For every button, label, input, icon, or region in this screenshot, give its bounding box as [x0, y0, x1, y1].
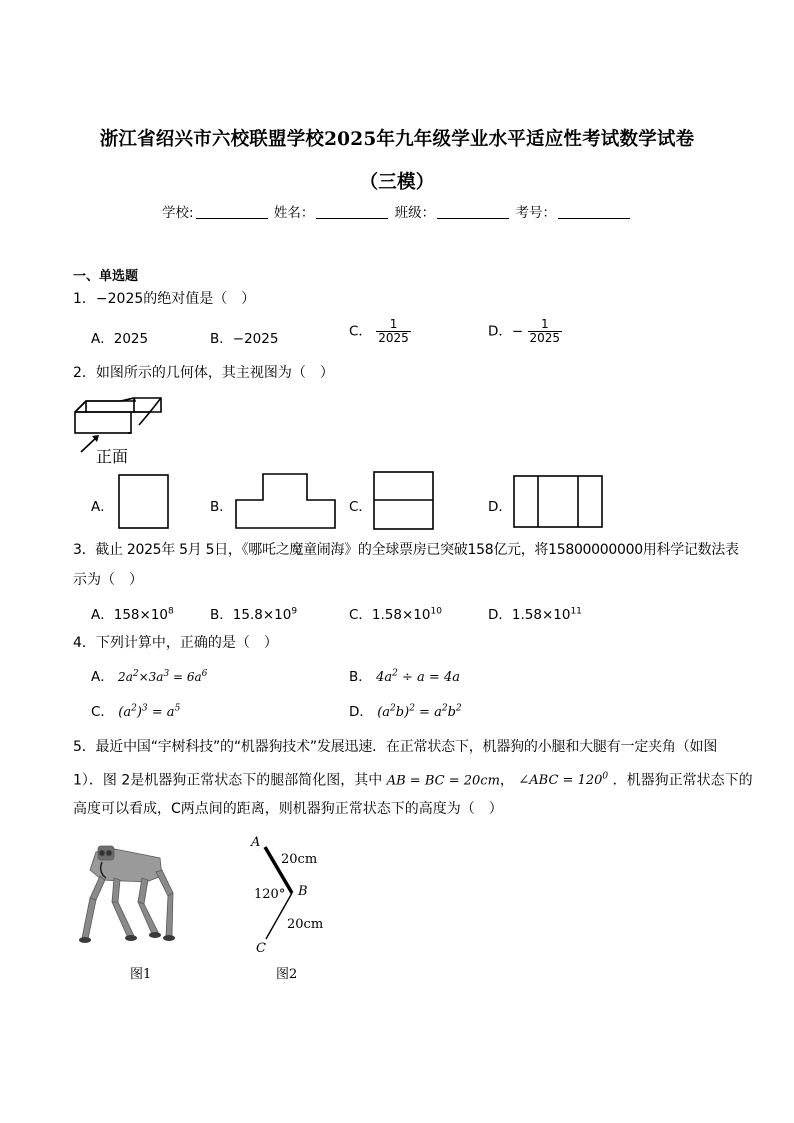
front-view-label: 正面 — [96, 447, 129, 466]
q3-option-b-base: B．15.8×10 — [210, 607, 292, 623]
q4-option-a-label: A． — [91, 669, 114, 685]
q3-option-a-exp: 8 — [168, 606, 174, 617]
q4-stem: 4．下列计算中，正确的是（ ） — [73, 635, 278, 651]
q2-option-a-label: A． — [91, 499, 114, 515]
q1-option-b: B．−2025 — [210, 331, 279, 347]
q3-option-b-exp: 9 — [291, 606, 298, 617]
length-bc-label: 20cm — [287, 917, 324, 932]
student-info-line — [0, 201, 794, 221]
point-b-label: B — [298, 884, 308, 899]
q3-option-c-exp: 10 — [430, 606, 442, 617]
q5-ab-bc-equation: AB = BC = 20cm — [386, 773, 500, 789]
q2-option-a-figure — [118, 474, 170, 530]
q3-option-b — [210, 603, 297, 623]
q4-option-a-expression: $2a^2\times 3a^3 = 6a^6$ — [118, 669, 208, 684]
q4-option-d-expression: $(a^2b)^2 = a^2b^2$ — [377, 703, 462, 720]
q2-option-b-label: B． — [210, 499, 233, 515]
q1-option-c-label: C． — [349, 323, 372, 340]
q5-angle-equation: ∠ABC = $120^0$ — [518, 772, 609, 789]
q5-line2-part2: ．机器狗正常状态下的 — [612, 772, 753, 789]
class-blank[interactable] — [437, 206, 509, 219]
q2-stem: 2．如图所示的几何体，其主视图为（ ） — [73, 365, 334, 381]
q3-option-d-exp: 11 — [570, 606, 582, 617]
robot-dog-image — [72, 842, 182, 950]
q1-option-d — [488, 318, 562, 345]
q4-option-d-label: D． — [349, 704, 373, 720]
name-blank[interactable] — [316, 206, 388, 219]
q2-option-b-figure — [235, 473, 337, 530]
q1-option-d-label: D．− — [488, 323, 524, 340]
q5-stem-line2: 1）．图 2是机器狗正常状态下的腿部简化图，其中 AB = BC = 20cm， ∠ABC = $120^0$ ．机器狗正常状态下的 — [73, 772, 753, 789]
q3-option-a — [91, 603, 174, 623]
exam-number-label: 考号： — [515, 205, 556, 221]
q4-option-c-expression: $(a^2)^3 = a^5$ — [118, 703, 181, 720]
q3-option-c-base: C．1.58×10 — [349, 607, 431, 623]
school-blank[interactable] — [196, 206, 268, 219]
q1-option-a: A．2025 — [91, 331, 149, 347]
q3-option-a-base: A．158×10 — [91, 607, 168, 623]
figure2-caption: 图2 — [276, 967, 298, 982]
q5-line2-part1: 1）．图 2是机器狗正常状态下的腿部简化图，其中 — [73, 772, 383, 789]
q5-stem-line3: 高度可以看成，C两点间的距离，则机器狗正常状态下的高度为（ ） — [73, 801, 503, 817]
section-heading: 一、单选题 — [73, 269, 139, 284]
q4-option-a — [91, 665, 207, 685]
q3-stem-line2: 示为（ ） — [73, 572, 143, 588]
q4-option-b-label: B． — [349, 669, 372, 685]
q4-option-b-expression: $4a^2 \div a = 4a$ — [376, 668, 460, 685]
q2-option-c-figure — [373, 471, 435, 531]
exam-number-blank[interactable] — [558, 206, 630, 219]
q2-option-d-figure — [513, 475, 603, 529]
q1-option-d-fraction — [528, 318, 563, 345]
q3-option-c — [349, 603, 442, 623]
q2-option-c-label: C． — [349, 499, 372, 515]
q1-option-c-fraction — [376, 318, 411, 345]
name-label: 姓名： — [273, 205, 315, 221]
school-label: 学校: — [162, 205, 194, 221]
q3-stem-line1: 3．截止 2025年 5月 5日，《哪吒之魔童闹海》的全球票房已突破158亿元，将15800000000用科学记数法表 — [73, 542, 739, 558]
q2-option-d-label: D． — [488, 499, 512, 515]
q1-stem: 1．−2025的绝对值是（ ） — [73, 291, 256, 307]
length-ab-label: 20cm — [281, 852, 318, 867]
point-a-label: A — [251, 835, 261, 850]
q1-option-c — [349, 318, 411, 345]
q4-option-c — [91, 700, 180, 720]
paper-title-line2: （三模） — [359, 172, 435, 193]
q1-c-denominator: 2025 — [378, 331, 409, 345]
q3-option-d-base: D．1.58×10 — [488, 607, 571, 623]
paper-title-line1: 浙江省绍兴市六校联盟学校2025年九年级学业水平适应性考试数学试卷 — [99, 129, 695, 150]
q5-stem-line1: 5．最近中国“宇树科技”的“机器狗技术”发展迅速．在正常状态下，机器狗的小腿和大腿有一定夹角（如图 — [73, 739, 718, 755]
figure1-caption: 图1 — [130, 967, 152, 982]
q4-option-b — [349, 665, 460, 685]
q3-option-d — [488, 603, 582, 623]
q4-option-d — [349, 700, 462, 720]
q1-d-denominator: 2025 — [529, 331, 561, 345]
point-c-label: C — [256, 941, 266, 956]
angle-label: 120° — [254, 887, 286, 902]
q1-c-numerator: 1 — [376, 318, 411, 332]
q1-d-numerator: 1 — [528, 318, 563, 332]
q4-option-c-label: C． — [91, 704, 114, 720]
class-label: 班级： — [394, 205, 436, 221]
